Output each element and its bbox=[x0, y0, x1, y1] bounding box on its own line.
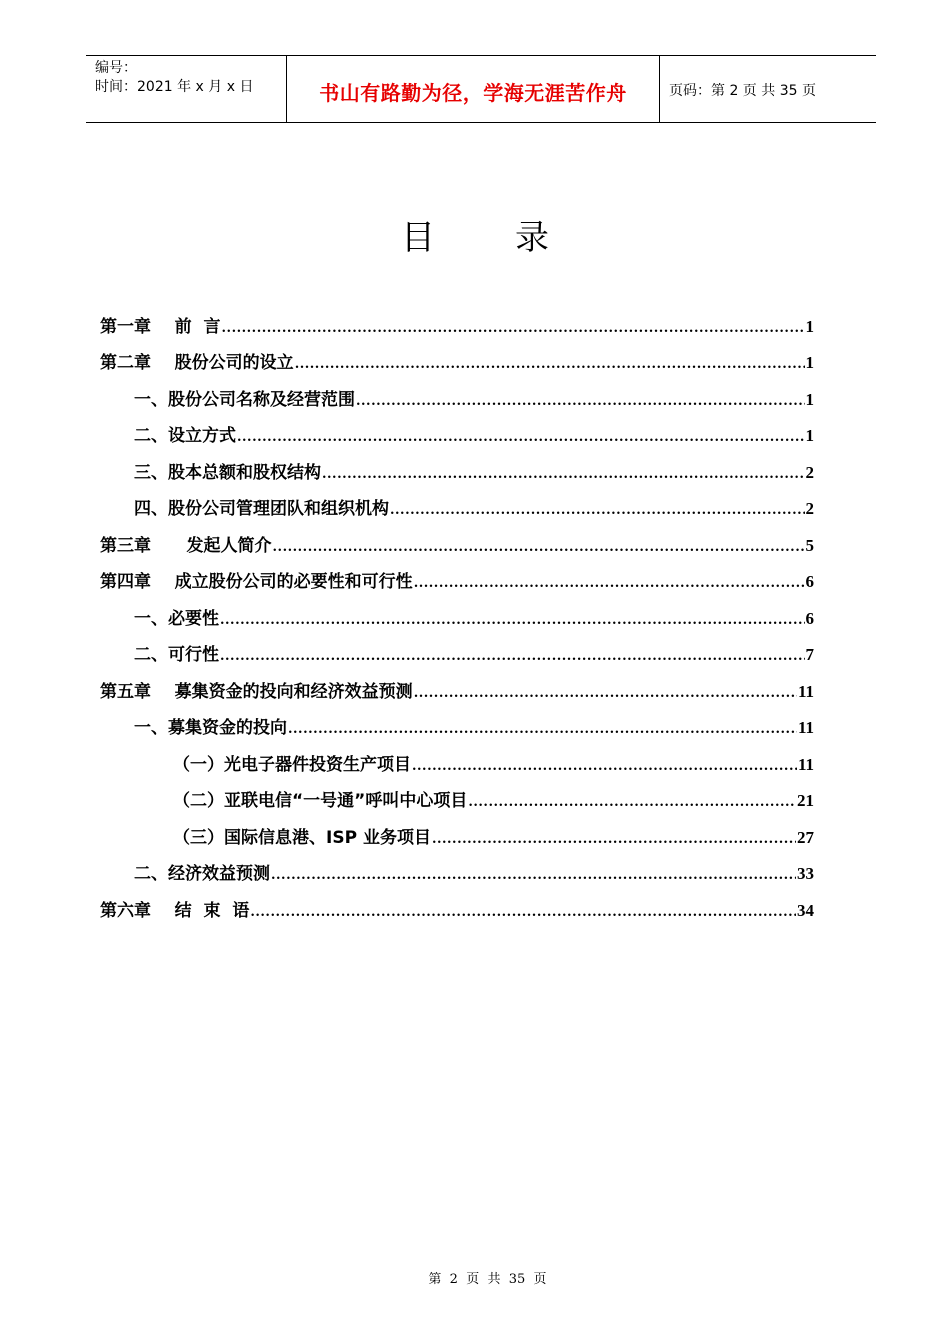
toc-title bbox=[0, 210, 950, 259]
toc-entry-page: 27 bbox=[797, 827, 814, 847]
toc-entry-text: 一、募集资金的投向 bbox=[134, 718, 287, 738]
toc-leader-dots bbox=[220, 649, 805, 665]
toc-title-right: 录 bbox=[515, 218, 549, 258]
toc-entry-text: 一、必要性 bbox=[134, 608, 219, 629]
toc-entry[interactable] bbox=[100, 519, 814, 556]
header-motto: 书山有路勤为径，学海无涯苦作舟 bbox=[287, 56, 660, 122]
toc-entry[interactable] bbox=[100, 848, 814, 885]
toc-leader-dots bbox=[414, 576, 805, 592]
page-footer: 第 2 页 共 35 页 bbox=[428, 1272, 547, 1287]
toc-entry-page: 1 bbox=[805, 353, 814, 372]
toc-entry-text: 二、经济效益预测 bbox=[134, 864, 270, 884]
toc-entry[interactable] bbox=[100, 410, 814, 447]
toc-entry[interactable] bbox=[100, 665, 814, 702]
header-meta bbox=[86, 56, 287, 122]
toc-entry-page: 1 bbox=[805, 389, 814, 409]
table-of-contents bbox=[100, 300, 814, 921]
toc-entry[interactable] bbox=[100, 373, 814, 410]
header-page-info: 页码：第 2 页 共 35 页 bbox=[669, 83, 816, 99]
toc-entry-text: 一、股份公司名称及经营范围 bbox=[134, 389, 355, 410]
toc-entry[interactable] bbox=[100, 884, 814, 921]
toc-entry-text: （三）国际信息港、ISP 业务项目 bbox=[173, 827, 431, 848]
toc-entry-text: （一）光电子器件投资生产项目 bbox=[173, 754, 411, 775]
toc-leader-dots bbox=[271, 868, 796, 884]
toc-entry[interactable] bbox=[100, 556, 814, 593]
toc-leader-dots bbox=[220, 613, 805, 629]
toc-leader-dots bbox=[273, 540, 805, 556]
toc-entry-page: 2 bbox=[805, 462, 814, 482]
toc-entry-text: 二、设立方式 bbox=[134, 426, 236, 446]
toc-entry-page: 1 bbox=[805, 426, 814, 445]
toc-entry[interactable] bbox=[100, 592, 814, 629]
toc-entry-text: 第六章 结 束 语 bbox=[100, 900, 250, 921]
toc-entry-text: 第一章 前 言 bbox=[100, 316, 221, 337]
toc-leader-dots bbox=[414, 686, 797, 702]
toc-entry-page: 7 bbox=[805, 645, 814, 664]
toc-leader-dots bbox=[322, 467, 805, 483]
toc-leader-dots bbox=[432, 832, 796, 848]
toc-entry[interactable] bbox=[100, 483, 814, 520]
toc-entry-text: 四、股份公司管理团队和组织机构 bbox=[134, 499, 389, 519]
toc-leader-dots bbox=[468, 795, 796, 811]
toc-entry-text: 三、股本总额和股权结构 bbox=[134, 462, 321, 483]
toc-entry-page: 1 bbox=[805, 316, 814, 336]
toc-leader-dots bbox=[412, 759, 797, 775]
toc-entry-text: 第二章 股份公司的设立 bbox=[100, 353, 294, 373]
toc-leader-dots bbox=[250, 905, 796, 921]
toc-entry-page: 11 bbox=[797, 681, 814, 701]
toc-entry[interactable] bbox=[100, 702, 814, 739]
toc-entry[interactable] bbox=[100, 300, 814, 337]
toc-entry-page: 6 bbox=[805, 572, 814, 591]
code-label: 编号： bbox=[95, 60, 137, 76]
toc-entry[interactable] bbox=[100, 738, 814, 775]
toc-leader-dots bbox=[390, 503, 805, 519]
toc-leader-dots bbox=[288, 722, 797, 738]
toc-entry-page: 34 bbox=[797, 900, 814, 920]
toc-entry[interactable] bbox=[100, 446, 814, 483]
toc-entry-text: 第四章 成立股份公司的必要性和可行性 bbox=[100, 572, 413, 592]
toc-leader-dots bbox=[295, 357, 805, 373]
toc-entry-page: 5 bbox=[805, 535, 814, 555]
document-header bbox=[86, 55, 876, 123]
toc-entry-text: （二）亚联电信“一号通”呼叫中心项目 bbox=[173, 791, 468, 811]
toc-entry-page: 6 bbox=[805, 608, 814, 628]
toc-entry[interactable] bbox=[100, 811, 814, 848]
toc-entry-text: 二、可行性 bbox=[134, 645, 219, 665]
toc-leader-dots bbox=[356, 394, 805, 410]
toc-entry[interactable] bbox=[100, 337, 814, 374]
toc-entry[interactable] bbox=[100, 629, 814, 666]
toc-entry-page: 33 bbox=[797, 864, 814, 883]
toc-entry-text: 第三章 发起人简介 bbox=[100, 535, 272, 556]
toc-entry-page: 21 bbox=[797, 791, 814, 810]
toc-entry-page: 2 bbox=[805, 499, 814, 518]
toc-leader-dots bbox=[237, 430, 805, 446]
toc-title-left: 目 bbox=[401, 218, 435, 258]
toc-entry-page: 11 bbox=[797, 754, 814, 774]
toc-entry-text: 第五章 募集资金的投向和经济效益预测 bbox=[100, 681, 413, 702]
time-label: 时间：2021 年 x 月 x 日 bbox=[95, 79, 254, 95]
toc-leader-dots bbox=[222, 321, 805, 337]
toc-entry-page: 11 bbox=[797, 718, 814, 737]
toc-entry[interactable] bbox=[100, 775, 814, 812]
